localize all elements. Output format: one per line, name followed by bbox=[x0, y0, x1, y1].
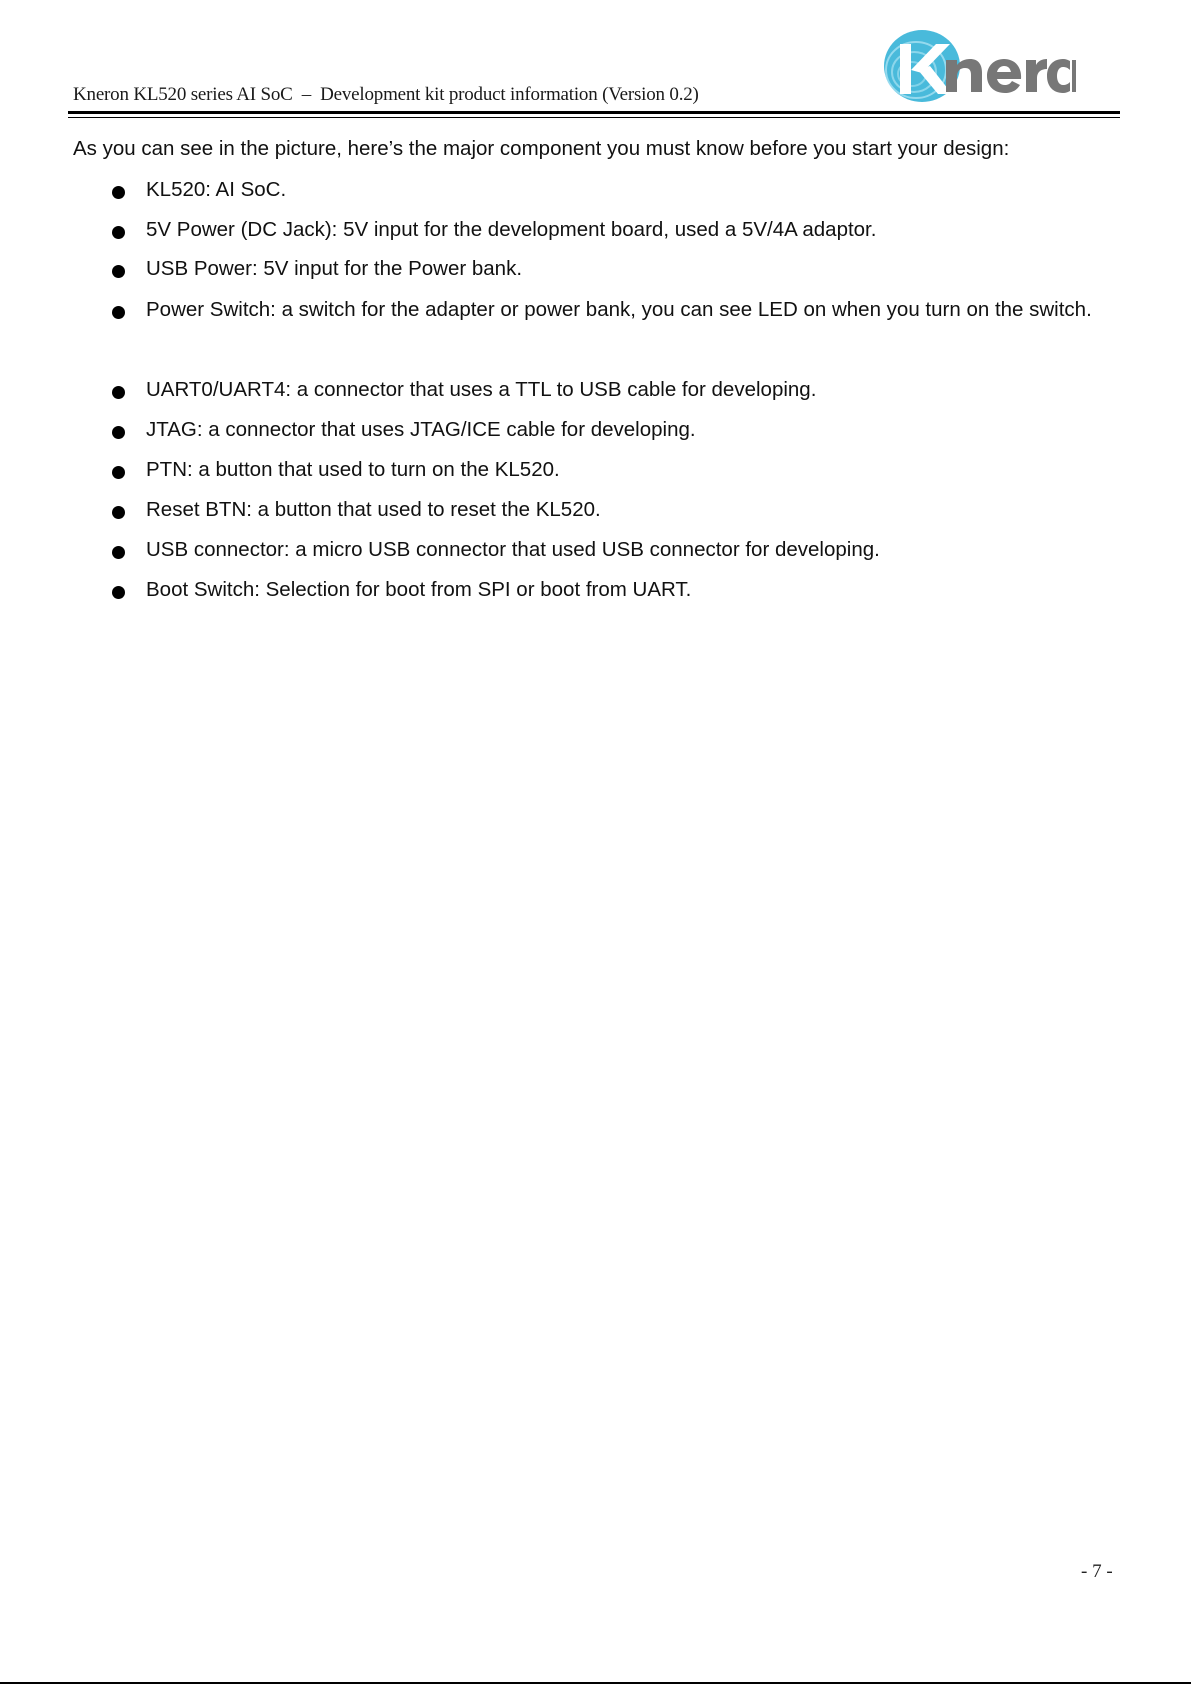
list-item-text: PTN: a button that used to turn on the KL520. bbox=[146, 458, 560, 481]
running-header: Kneron KL520 series AI SoC – Development kit product information (Version 0.2) bbox=[73, 84, 699, 105]
page-number: - 7 - bbox=[1081, 1561, 1113, 1582]
list-item-text: 5V Power (DC Jack): 5V input for the development board, used a 5V/4A adaptor. bbox=[146, 218, 877, 241]
kneron-logo bbox=[866, 22, 1076, 106]
bullet-icon bbox=[112, 265, 125, 278]
bullet-icon bbox=[112, 226, 125, 239]
bullet-icon bbox=[112, 386, 125, 399]
logo-wordmark-n2 bbox=[1072, 60, 1076, 92]
list-item-text: USB connector: a micro USB connector that used USB connector for developing. bbox=[146, 538, 880, 561]
list-item-text: UART0/UART4: a connector that uses a TTL to USB cable for developing. bbox=[146, 378, 817, 401]
bullet-icon bbox=[112, 466, 125, 479]
list-item-text: USB Power: 5V input for the Power bank. bbox=[146, 257, 523, 280]
logo-wordmark bbox=[946, 59, 1070, 93]
bullet-icon bbox=[112, 506, 125, 519]
bullet-icon bbox=[112, 546, 125, 559]
header-rule-thick bbox=[68, 111, 1120, 114]
list-item-text: Boot Switch: Selection for boot from SPI or boot from UART. bbox=[146, 578, 692, 601]
list-item-text: Reset BTN: a button that used to reset the KL520. bbox=[146, 498, 601, 521]
header-rule-thin bbox=[68, 117, 1120, 118]
list-item-text: Power Switch: a switch for the adapter or power bank, you can see LED on when you turn on the switch. bbox=[146, 298, 1092, 321]
bullet-icon bbox=[112, 186, 125, 199]
intro-paragraph: As you can see in the picture, here’s the major component you must know before you start your design: bbox=[73, 137, 1010, 160]
bullet-icon bbox=[112, 426, 125, 439]
list-item-text: KL520: AI SoC. bbox=[146, 178, 287, 201]
list-item-text: JTAG: a connector that uses JTAG/ICE cable for developing. bbox=[146, 418, 696, 441]
bullet-icon bbox=[112, 306, 125, 319]
bullet-icon bbox=[112, 586, 125, 599]
